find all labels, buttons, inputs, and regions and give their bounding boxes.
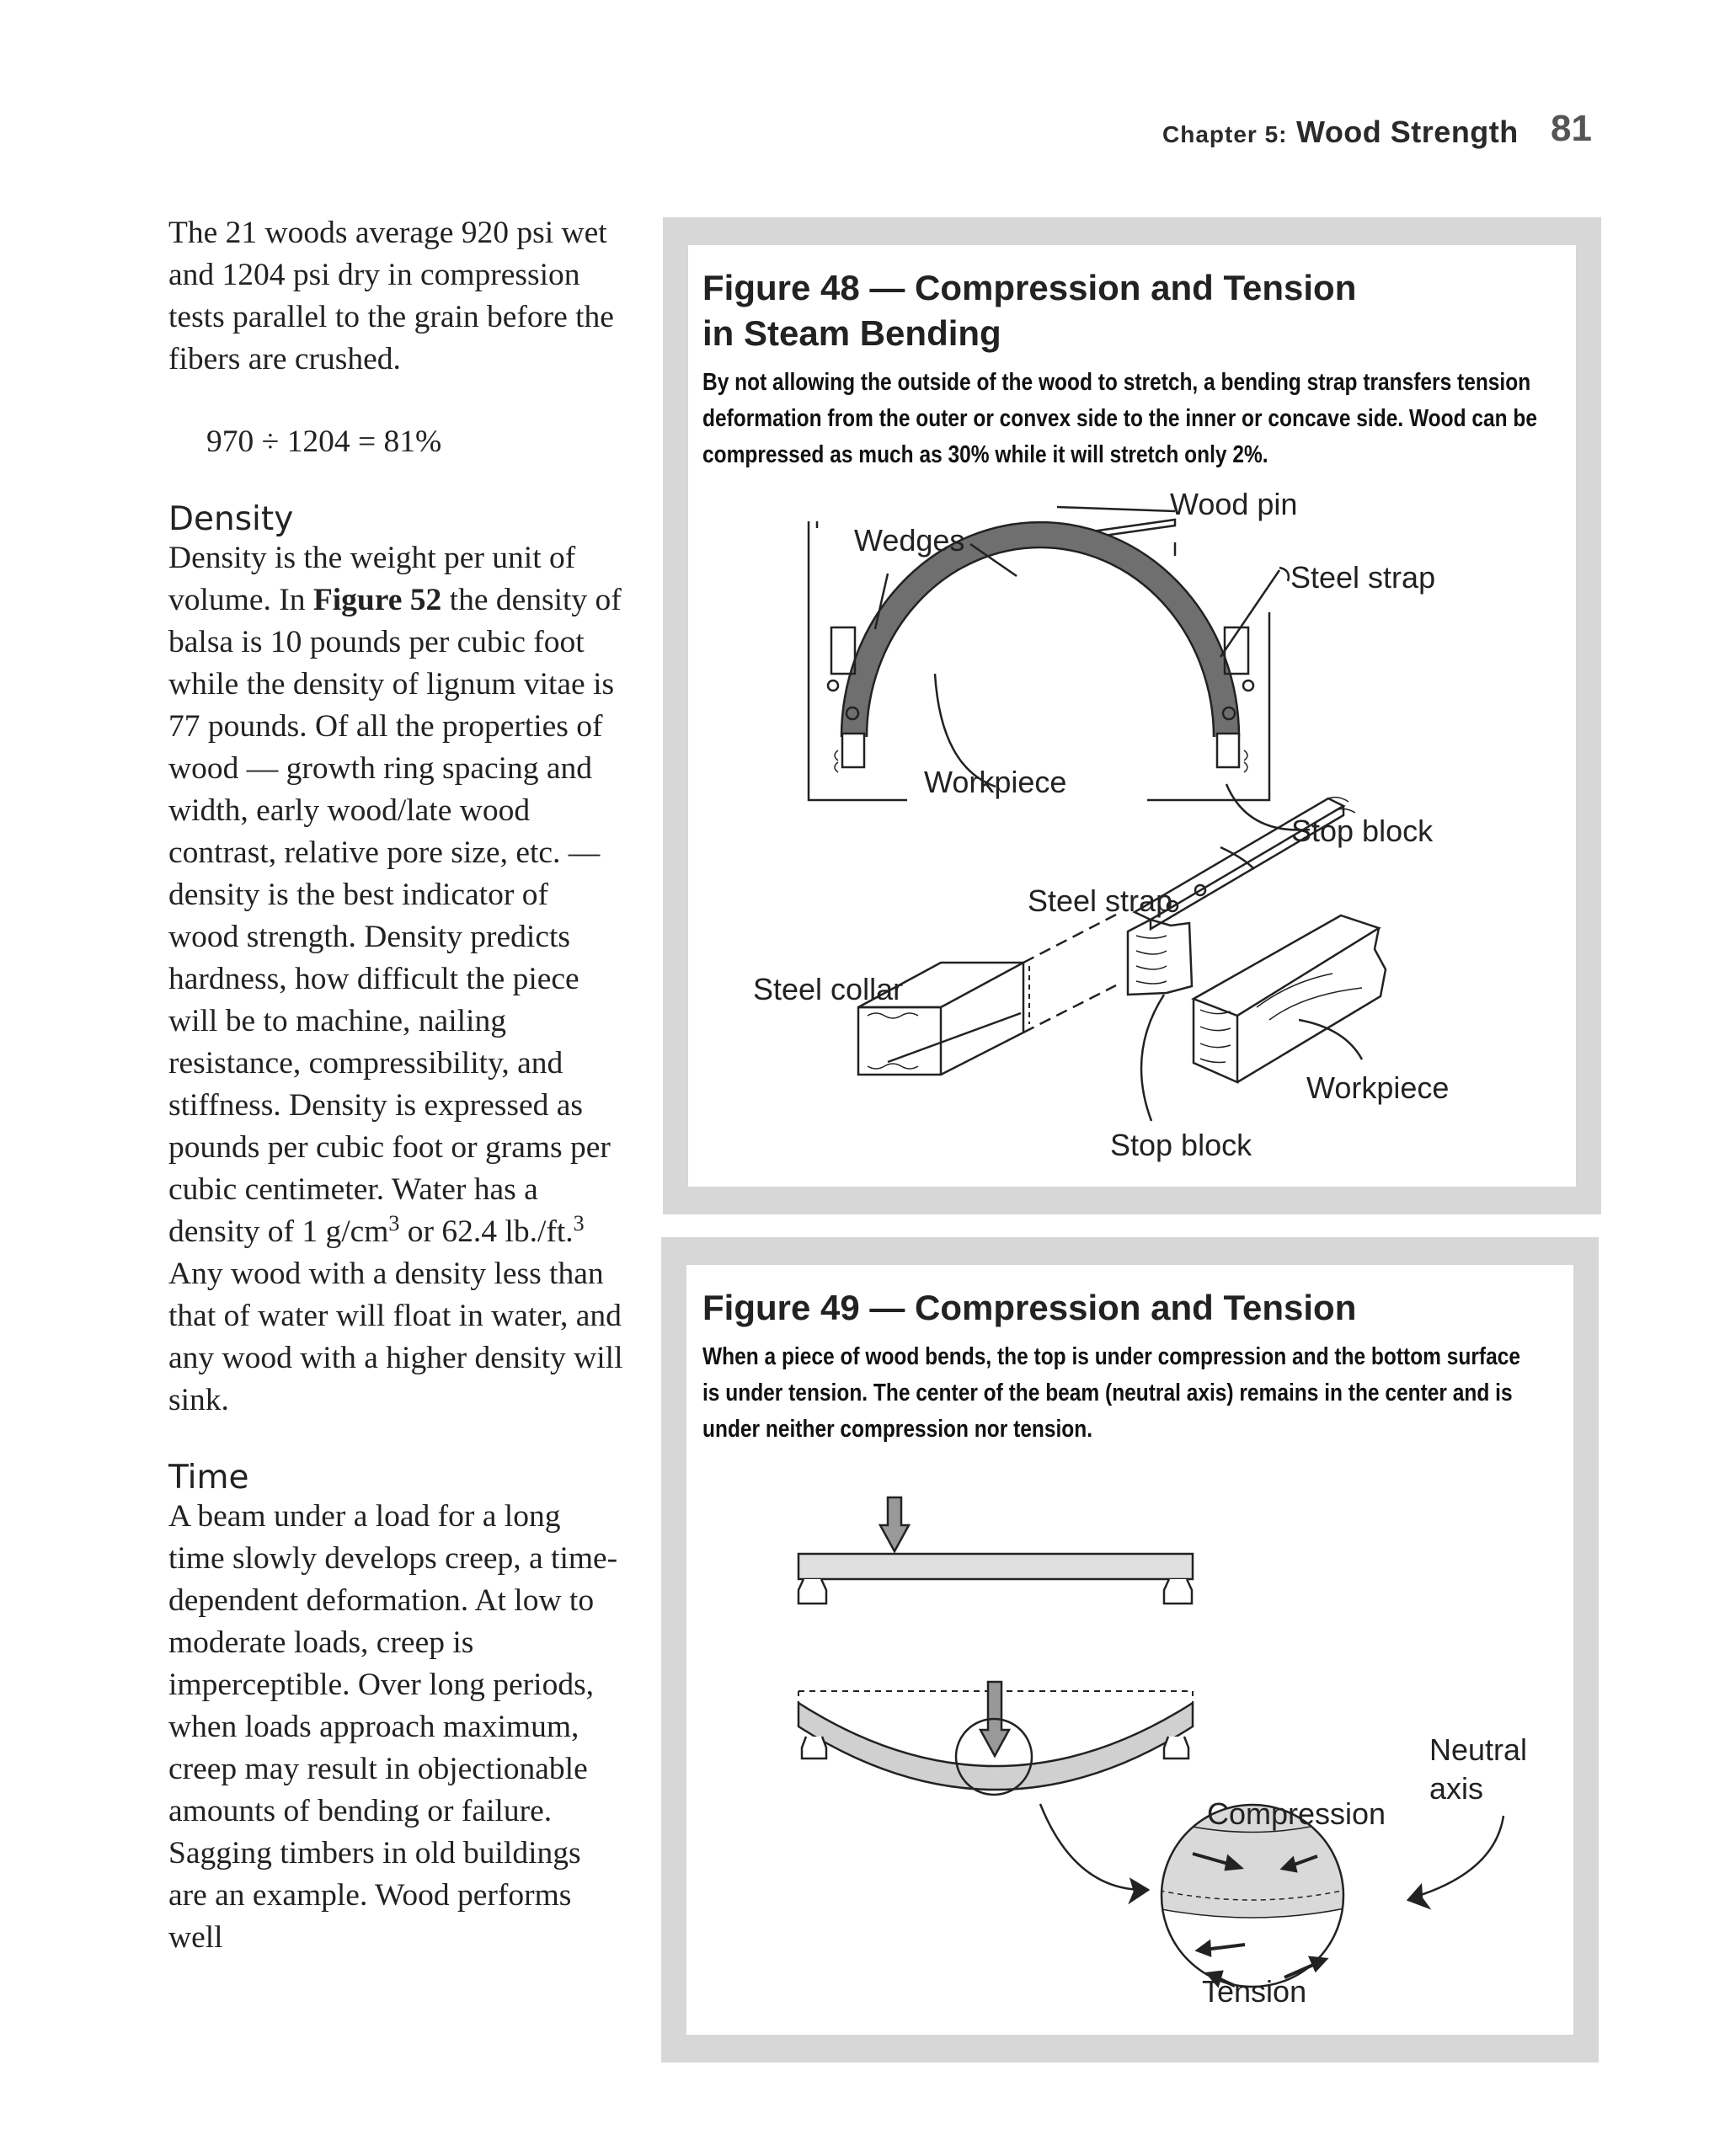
label-stop-block-top: Stop block [1291, 814, 1434, 848]
density-heading: Density [168, 500, 294, 538]
label-workpiece-bottom: Workpiece [1306, 1070, 1450, 1105]
running-head [1162, 108, 1592, 155]
label-compression: Compression [1207, 1796, 1386, 1831]
label-neutral: Neutral [1429, 1732, 1528, 1767]
time-heading: Time [168, 1459, 249, 1497]
label-steel-strap-bottom: Steel strap [1028, 883, 1173, 918]
figure-49-caption: When a piece of wood bends, the top is under compression and the bottom surface is under tension. The center of the beam (neutral axis) remains in the center and is under neither compression nor tension. [702, 1343, 1520, 1443]
figure-48-title: Figure 48 — Compression and Tension in Steam Bending [702, 268, 1357, 353]
time-paragraph: A beam under a load for a long time slowly develops creep, a time-dependent deformation. At low to moderate loads, creep is imperceptible. Over long periods, when loads approach maximum, creep may result in objectionable amounts of bending or failure. Sagging timbers in old buildings are an example. Wood performs well [168, 1499, 618, 1955]
equation: 970 ÷ 1204 = 81% [206, 424, 442, 459]
label-steel-collar: Steel collar [753, 972, 904, 1006]
figure-48-caption: By not allowing the outside of the wood to stretch, a bending strap transfers tension deformation from the outer or convex side to the inner or concave side. Wood can be compressed as much as 30% while it will stretch only 2%. [702, 369, 1538, 468]
chapter-prefix: Chapter 5: [1162, 121, 1288, 147]
figure-49 [661, 1237, 1599, 2063]
figure-49-illustration [686, 1265, 1573, 2035]
chapter-name: Wood Strength [1295, 115, 1519, 149]
label-stop-block-bottom: Stop block [1110, 1128, 1252, 1162]
text-column [168, 212, 623, 1959]
intro-paragraph: The 21 woods average 920 psi wet and 1204 psi dry in compression tests parallel to the grain before the fibers are crushed. [168, 216, 614, 376]
figure-reference: Figure 52 [312, 583, 442, 617]
label-workpiece-top: Workpiece [924, 765, 1067, 799]
figure-48-illustration [688, 245, 1576, 1187]
density-paragraph: Density is the weight per unit of volume. In Figure 52 the density of balsa is 10 pounds per cubic foot while the density of lignum vitae is 77 pounds. Of all the properties of wood — growth ring spacing and width, early wood/late wood contrast, relative pore size, etc. — density is the best indicator of wood strength. Density predicts hardness, how difficult the piece will be to machine, nailing resistance, compressibility, and stiffness. Density is expressed as pounds per cubic foot or grams per cubic centimeter. Water has a density of 1 $g/cm^3$ or 62.4 lb./ft.$^3$ Any wood with a density less than that of water will float in water, and any wood with a higher density will sink. [168, 541, 623, 1417]
label-wood-pin: Wood pin [1170, 487, 1298, 521]
figure-48 [663, 217, 1601, 1214]
chapter-title [1162, 115, 1519, 150]
label-axis: axis [1429, 1771, 1484, 1806]
page-number: 81 [1551, 108, 1592, 149]
label-steel-strap-top: Steel strap [1290, 560, 1436, 595]
label-tension: Tension [1202, 1974, 1307, 2009]
figure-49-title: Figure 49 — Compression and Tension [702, 1288, 1357, 1327]
label-wedges: Wedges [854, 523, 965, 558]
